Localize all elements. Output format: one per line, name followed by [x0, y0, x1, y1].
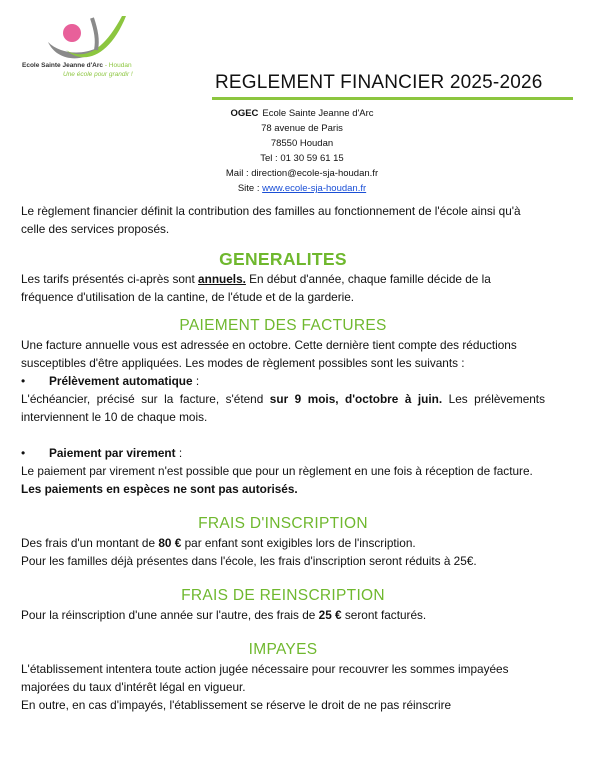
- generalites-paragraph: Les tarifs présentés ci-après sont annuels. En début d'année, chaque famille décide de la fréquence d'utilisation de la cantine, de l'étude et de la garderie.: [21, 272, 491, 304]
- contact-site-line: Site : www.ecole-sja-houdan.fr: [237, 183, 367, 194]
- impayes-paragraph-2: En outre, en cas d'impayés, l'établissement se réserve le droit de ne pas réinscrire: [21, 698, 452, 712]
- section-title-paiement: PAIEMENT DES FACTURES: [179, 317, 387, 334]
- contact-block: [0, 106, 604, 196]
- document-body: [21, 202, 545, 714]
- school-logo: [20, 10, 140, 80]
- section-title-reinscription: FRAIS DE REINSCRIPTION: [181, 587, 385, 604]
- especes-paragraph: Les paiements en espèces ne sont pas autorisés.: [21, 482, 298, 496]
- intro-paragraph: Le règlement financier définit la contribution des familles au fonctionnement de l'école ainsi qu'à celle des services proposés.: [21, 204, 521, 236]
- section-title-inscription: FRAIS D'INSCRIPTION: [198, 515, 368, 532]
- logo-pink-dot: [63, 24, 81, 42]
- impayes-paragraph-1: L'établissement intentera toute action jugée nécessaire pour recouvrer les sommes impayées majorées du taux d'intérêt légal en vigueur.: [21, 662, 509, 694]
- bullet-prelevement: • Prélèvement automatique :: [21, 374, 200, 388]
- paiement-intro: Une facture annuelle vous est adressée en octobre. Cette dernière tient compte des réductions susceptibles d'être appliquées. Les modes de règlement possibles sont les suivants :: [21, 338, 517, 370]
- bullet-dot-icon: •: [21, 374, 26, 388]
- inscription-paragraph-1: Des frais d'un montant de 80 € par enfant sont exigibles lors de l'inscription.: [21, 536, 416, 550]
- website-link[interactable]: www.ecole-sja-houdan.fr: [262, 183, 367, 194]
- page-title: REGLEMENT FINANCIER 2025-2026: [215, 72, 543, 93]
- virement-paragraph: Le paiement par virement n'est possible que pour un règlement en une fois à réception de facture.: [21, 464, 533, 478]
- section-title-impayes: IMPAYES: [248, 641, 318, 658]
- section-title-generalites: GENERALITES: [219, 249, 347, 269]
- bullet-virement: • Paiement par virement :: [21, 446, 183, 460]
- contact-org-line: OGEC Ecole Sainte Jeanne d'Arc: [230, 108, 374, 119]
- bullet-dot-icon: •: [21, 446, 26, 460]
- prelevement-paragraph: L'échéancier, précisé sur la facture, s'étend sur 9 mois, d'octobre à juin. Les prélèvements interviennent le 10 de chaque mois.: [21, 392, 545, 424]
- contact-address: 78 avenue de Paris: [261, 123, 343, 134]
- logo-tagline: Une école pour grandir !: [63, 71, 133, 78]
- reinscription-paragraph: Pour la réinscription d'une année sur l'autre, des frais de 25 € seront facturés.: [21, 608, 427, 622]
- title-underline: [212, 97, 573, 100]
- logo-school-name: Ecole Sainte Jeanne d'Arc - Houdan: [22, 62, 132, 69]
- logo-gray-stroke: [92, 18, 97, 50]
- inscription-paragraph-2: Pour les familles déjà présentes dans l'école, les frais d'inscription seront réduits à 25€.: [21, 554, 477, 568]
- contact-tel: Tel : 01 30 59 61 15: [260, 153, 344, 164]
- contact-mail: Mail : direction@ecole-sja-houdan.fr: [225, 168, 379, 179]
- contact-postal: 78550 Houdan: [270, 138, 334, 149]
